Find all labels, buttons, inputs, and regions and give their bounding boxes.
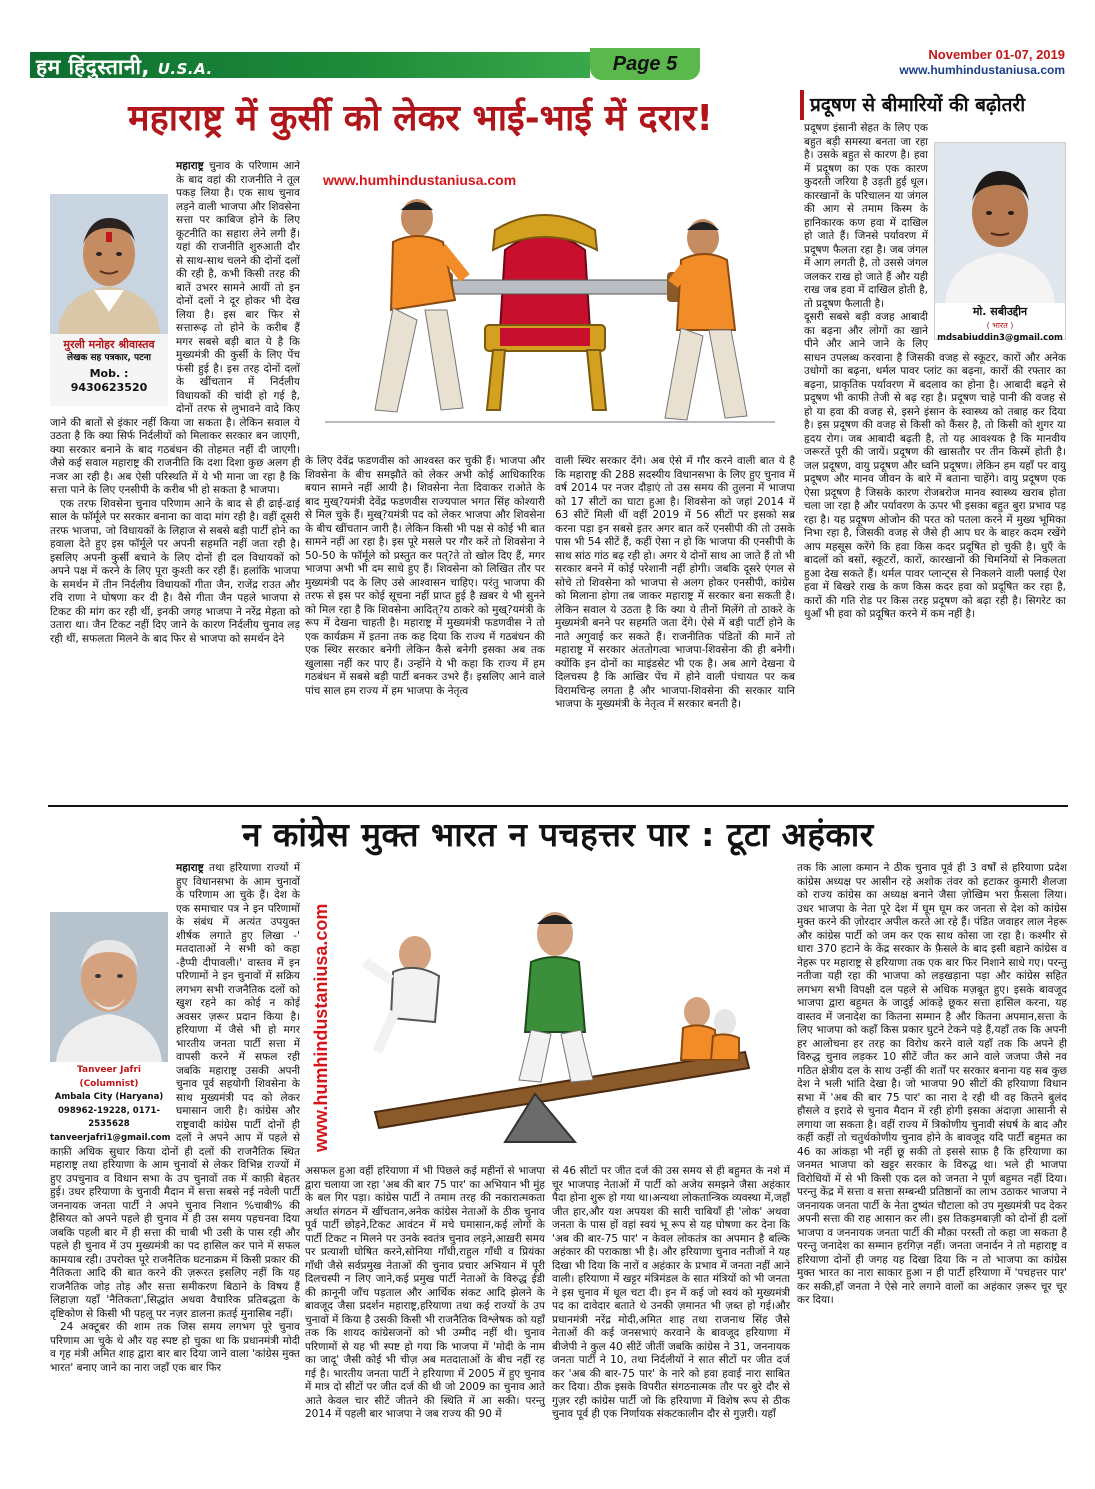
issue-date: November 01-07, 2019 [928,47,1065,62]
article1-column-2: के लिए देवेंद्र फडणवीस को आश्वस्त कर चुकी हैं। भाजपा और शिवसेना के बीच समझौते को लेकर अभी कोई आधिकारिक बयान सामने नहीं आयी है। शिवसेना नेता दिवाकर राओते के बाद मुख्?यमंत्री देवेंद्र फडणवीस राज्यपाल भगत सिंह कोश्यारी से मिल चुके हैं। मुख्?यमंत्री पद को लेकर भाजपा और शिवसेना के बीच खींचतान जारी है। लेकिन किसी भी पक्ष से कोई भी बात सामने नहीं आ रहा है। इस पूरे मसले पर गौर करें तो शिवसेना ने 50-50 के फॉर्मूले को प्रस्तुत कर पत्?ते तो खोल दिए हैं, मगर भाजपा अभी भी दम साधे हुए हैं। शिवसेना को लिखित तौर पर मुख्यमंत्री पद के लिए उसे आश्वासन चाहिए। परंतु भाजपा की तरफ से इस पर कोई सूचना नहीं प्राप्त हुई है ख़बर ये भी सुनने को मिल रहा है कि शिवसेना आदित्?य ठाकरे को मुख्?यमंत्री के रूप में देखना चाहती है। महाराष्ट्र में मुख्यमंत्री फडणवीस ने तो एक कार्यक्रम में इतना तक कह दिया कि राज्य में गठबंधन की एक स्थिर सरकार बनेगी लेकिन कैसे बनेगी इसका अब तक खुलासा नहीं कर पाए हैं। उन्होंने ये भी कहा कि राज्य में हम गठबंधन में सबसे बड़ी पार्टी बनकर उभरे हैं। इसलिए आने वाले पांच साल हम राज्य में हम भाजपा के नेतृत्व [305,455,545,697]
article1-column-1 [50,160,300,800]
cartoon-url: www.humhindustaniusa.com [323,172,517,188]
author-photo [50,912,168,1062]
author-phone: 098962-19228, 0171-2535628 [58,1105,160,1129]
article2-author-box [50,912,171,1143]
author-email: mdsabiuddin3@gmail.com [937,333,1063,343]
paragraph: तथा हरियाणा राज्यों में हुए विधानसभा के आम चुनावों के परिणाम आ चुके हैं। देश के एक समाचार पत्र ने इन परिणामों के संबंध में अत्यंत उपयुक्त शीर्षक लगाते हुए लिखा -' मतदाताओं ने सभी को कहा -हैप्पी दीपावली।' वास्तव में इन परिणामों ने इन चुनावों में सक्रिय लगभग सभी राजनैतिक दलों को खुश रहने का कोई न कोई अवसर ज़रूर प्रदान किया है। हरियाणा में जैसे भी हो मगर भारतीय जनता पार्टी सत्ता में वापसी करने में सफल रही जबकि महाराष्ट्र उसकी अपनी चुनाव पूर्व सहयोगी शिवसेना के साथ मुख्यमंत्री पद को लेकर घमासान जारी है। कांग्रेस और राष्ट्रवादी कांग्रेस पार्टी दोनों ही दलों ने अपने आप में पहले से काफ़ी अधिक सुधार किया दोनों ही दलों की राजनैतिक स्थित महाराष्ट्र तथा हरियाणा के आम चुनावों से लेकर विभिन्न राज्यों में हुए उपचुनाव व विधान सभा के उप चुनावों तक में काफ़ी बेहतर हुई। उधर हरियाणा के चुनावी मैदान में सत्ता सबसे नई नवेली पार्टी जननायक जनता पार्टी ने अपने चुनाव निशान %चाबी% की हैसियत को अपने पहले ही चुनाव में ही उस समय पहचनवा दिया जबकि पहली बार में ही सत्ता की चाबी भी उसी के पास रही और पहले ही चुनाव में उप मुख्यमंत्री का पद हासिल कर पाने में सफल कामयाब रही। उपरोक्त पूरे राजनैतिक घटनाक्रम में किसी प्रकार की नैतिकता आदि की बात करने की ज़रूरत इसलिए नहीं कि यह राजनैतिक जोड़ तोड़ और सत्ता समीकरण बिठाने के विषय हैं लिहाज़ा यहाँ 'नैतिकता',सिद्धांत अथवा वैचारिक प्रतिबद्धता के दृष्टिकोण से किसी भी पहलू पर नज़र डालना क़तई मुनासिब नहीं। [50,862,300,1320]
lead-word: महाराष्ट्र [176,862,204,874]
brand-text: हम हिंदुस्तानी, [36,55,150,79]
side-author-box [934,142,1066,343]
article2-column-3: से 46 सीटों पर जीत दर्ज की उस समय से ही बहुमत के नशे में चूर भाजपाइ नेताओं में पार्टी को अजेय समझने जैसा अहंकार पैदा होना शुरू हो गया था।अन्यथा लोकतान्त्रिक व्यवस्था में,जहाँ जीत हार,और यश अपयश की सारी चाबियाँ ही 'लोक' अथवा जनता के पास हों वहां स्वयं भू रूप से यह घोषणा कर देना कि 'अब की बार-75 पार' न केवल लोकतंत्र का अपमान है बल्कि अहंकार की पराकाष्ठा भी है। और हरियाणा चुनाव नतीजों ने यह दिखा भी दिया कि नारों व अहंकार के प्रभाव में जनता नहीं आने वाली। हरियाणा में खट्टर मंत्रिमंडल के सात मंत्रियों को भी जनता ने इस चुनाव में धूल चटा दी। इन में कई जो स्वयं को मुख्यमंत्री पद का दावेदार बताते थे उनकी ज़मानत भी ज़ब्त हो गई।और प्रधानमंत्री नरेंद्र मोदी,अमित शाह तथा राजनाथ सिंह जैसे नेताओं की कई जनसभाएं करवाने के बावजूद हरियाणा में बीजेपी ने कुल 40 सीटें जीतीं जबकि कांग्रेस ने 31, जननायक जनता पार्टी ने 10, तथा निर्दलीयों ने सात सीटों पर जीत दर्ज कर 'अब की बार-75 पार' के नारे को हवा हवाई नारा साबित कर दिया। ठीक इसके विपरीत संगठनात्मक तौर पर बुरे दौर से गुज़र रही कांग्रेस पार्टी जो कि हरियाणा में विशेष रूप से ठीक चुनाव पूर्व ही एक निर्णायक संकटकालीन दौर से गुज़री। यहाँ [552,1165,790,1420]
side-article [800,84,1070,800]
author-photo [50,194,168,334]
page-number: Page 5 [590,48,700,80]
paragraph: 24 अक्टूबर की शाम तक जिस समय लगभग पूरे चुनाव परिणाम आ चुके थे और यह स्पष्ट हो चुका था कि प्रधानमंत्री मोदी व गृह मंत्री अमित शाह द्वारा बार बार दिया जाने वाला 'कांग्रेस मुक्त भारत' बनाए जाने का नारा जहाँ एक बार फिर [50,1321,300,1374]
paragraph: एक तरफ शिवसेना चुनाव परिणाम आने के बाद से ही ढाई-ढाई साल के फॉर्मूले पर सरकार बनाना का वादा मांग रही है। वहीं दूसरी तरफ भाजपा, जो विधायकों के लिहाज से सबसे बड़ी पार्टी होने का हवाला देते हुए इस फॉर्मूले पर अपनी सहमति नहीं जता रही है। इसलिए अपनी कुर्सी बचाने के लिए दोनों ही दल विधायकों को अपने पक्ष में करने के लिए पूरा कुश्ती कर रही हैं। हलांकि भाजपा के समर्थन में तीन निर्दलीय विधायकों गीता जैन, राजेंद्र राउत और रवि राणा ने घोषणा कर दी है। वैसे गीता जैन पहले भाजपा से टिकट की मांग कर रही थीं, इनकी जगह भाजपा ने नरेंद्र मेहता को उतारा था। जैन टिकट नहीं दिए जाने के कारण निर्दलीय चुनाव लड़ रही थीं, सफलता मिलने के बाद फिर से भाजपा को समर्थन देने [50,497,300,645]
author-name: मो. सबीउद्दीन [972,305,1028,318]
article1-headline: महाराष्ट्र में कुर्सी को लेकर भाई-भाई में दरार! [128,98,713,139]
lead-word: महाराष्ट्र [176,160,204,172]
author-mobile: Mob. : 9430623520 [70,367,148,394]
side-article-headline: प्रदूषण से बीमारियों की बढ़ोतरी [800,90,1070,120]
article2-column-2: असफल हुआ वहीं हरियाणा में भी पिछले कई महीनों से भाजपा द्वारा चलाया जा रहा 'अब की बार 75 पार' का अभियान भी मुंह के बल गिर पड़ा। कांग्रेस पार्टी ने तमाम तरह की नकारात्मकता अर्थात संगठन में खींचतान,अनेक कांग्रेस नेताओं के ठीक चुनाव पूर्व पार्टी छोड़ने,टिकट आवंटन में मचे घमासान,कई लोगों के पार्टी टिकट न मिलने पर उनके स्वतंत्र चुनाव लड़ने,आख़री समय पर प्रत्याशी घोषित करने,सोनिया गाँधी,राहुल गाँधी व प्रियंका गाँधी जैसे सर्वप्रमुख नेताओं की चुनाव प्रचार अभियान में पूरी दिलचस्पी न लिए जाने,कई प्रमुख पार्टी नेताओं के विरुद्ध ईडी की क़ानूनी जाँच पड़ताल और आर्थिक संकट आदि झेलने के बावजूद जैसा प्रदर्शन महाराष्ट्र,हरियाणा तथा कई राज्यों के उप चुनावों में किया है उसकी किसी भी राजनैतिक विश्लेषक को यहाँ तक कि शायद कांग्रेसजनों को भी उम्मीद नहीं थी। चुनाव परिणामों से यह भी स्पष्ट हो गया कि भाजपा में 'मोदी के नाम का जादू' जैसी कोई भी चीज़ अब मतदाताओं के बीच नहीं रह गई है। भारतीय जनता पार्टी ने हरियाणा में 2005 में हुए चुनाव में मात्र दो सीटों पर जीत दर्ज की थी जो 2009 का चुनाव आते आते केवल चार सीटें जीतने की स्थिति में आ सकी। परन्तु 2014 में पहली बार भाजपा ने जब राज्य की 90 में [305,1165,545,1420]
section-divider [48,805,1068,807]
cartoon-chair-saw [305,160,795,450]
paragraph: दूसरी सबसे बड़ी वजह आबादी का बढ़ना और लोगों का खाने पीने और आने जाने के लिए साधन उपलब्ध करवाना है जिसकी वजह से स्कूटर, कारों और अनेक उधोगों का बढ़ना, थर्मल पावर प्लांट का बढ़ना, कारों की रफ्तार का बढ़ना, प्राकृतिक पर्यावरण में बदलाव का होना है। आबादी बढ़ने से प्रदूषण भी काफी तेजी से बढ़ रहा है। प्रदूषण चाहे पानी की वजह से हो या हवा की वजह से, इसने इंसान के स्वास्थ्य को तबाह कर दिया है। इस प्रदूषण की वजह से किसी को कैंसर है, तो किसी को शुगर या हृदय रोग। जब आबादी बढ़ती है, तो यह आवश्यक है कि मानवीय जरूरतें पूरी की जायें। प्रदूषण की खासतौर पर तीन किस्में होती है। जल प्रदूषण, वायु प्रदूषण और ध्वनि प्रदूषण। लेकिन हम यहाँ पर वायु प्रदूषण और मानव जीवन के बारे में बताना चाहेंगे। वायु प्रदूषण एक ऐसा प्रदूषण है जिसके कारण रोजबरोज मानव स्वास्थ्य खराब होता चला जा रहा है और पर्यावरण के ऊपर भी इसका बहुत बुरा प्रभाव पड़ रहा है। यह प्रदूषण ओजोन की परत को पतला करने में मुख्य भूमिका निभा रहा है, जिसकी वजह से जैसे ही आप घर के बाहर कदम रखेंगे आप महसूस करेंगे कि हवा किस कदर प्रदूषित हो चुकी है। धुएँ के बादलों को बसों, स्कूटरों, कारों, कारखानों की चिमनियों से निकलता हुआ देख सकते हैं। थर्मल पावर प्लान्ट्स से निकलने वाली फ्लाई ऐश हवा में बिखरे राख के कण किस कदर हवा को प्रदूषित कर रहा है, कारों की गति रोड पर किस तरह प्रदूषण को बढ़ा रही है। सिगरेट का धुआँ भी हवा को प्रदूषित करने में कम नहीं है। [804,311,1066,620]
author-name: Tanveer Jafri (Columnist) [77,1065,141,1089]
author-email: tanveerjafri1@gmail.com [50,1132,171,1143]
article2-column-4: तक कि आला कमान ने ठीक चुनाव पूर्व ही 3 वर्षों से हरियाणा प्रदेश कांग्रेस अध्यक्ष पर आसीन रहे अशोक तंवर को हटाकर कुमारी शैलजा को राज्य कांग्रेस का अध्यक्ष बनाने जैसा ज़ोखिम भरा फ़ैसला लिया। उधर भाजपा के नेता पूरे देश में घूम घूम कर जनता से देश को कांग्रेस मुक्त करने की ज़ोरदार अपील करते आ रहे हैं। पंडित जवाहर लाल नेहरू और कांग्रेस पार्टी को जम कर एक साथ कोसा जा रहा है। कश्मीर से धारा 370 हटाने के केंद्र सरकार के फ़ैसले के बाद इसी बहाने कांग्रेस व नेहरू पर महाराष्ट्र से हरियाणा तक एक बार फिर निशाने साधे गए। परन्तु नतीजा यही रहा की भाजपा को लड़खड़ाना पड़ा और कांग्रेस सहित लगभग सभी विपक्षी दल पहले से अधिक मज़बूत हुए। इसके बावजूद भाजपा द्वारा बहुमत के जादुई आंकड़े छूकर सत्ता हासिल करना, यह वास्तव में जनादेश का कितना सम्मान है और कितना अपमान,सत्ता के लिए भाजपा को कहाँ किस प्रकार घुटने टेकने पड़े हैं,यहाँ तक कि अपनी हर आलोचना हर तरह का विरोध करने वाले यहाँ तक कि अपने ही विरुद्ध चुनाव लड़कर 10 सीटें जीत कर आने वाले जजपा जैसे नव गठित क्षेत्रीय दल के साथ उन्हीं की शर्तों पर सरकार बनाना यह सब कुछ देश ने भली भांति देखा है। जो भाजपा 90 सीटों की हरियाणा विधान सभा में 'अब की बार 75 पार' का नारा दे रही थी वह कितने बुलंद हौसले व इरादे से चुनाव मैदान में रही होगी इसका अंदाज़ा आसानी से लगाया जा सकता है। वहीं राज्य में त्रिकोणीय चुनावी संघर्ष के बाद और कहीं कहीं तो चतुर्थकोणीय चुनाव होने के बावजूद यदि पार्टी बहुमत का 46 का आंकड़ा भी नहीं छू सकी तो इससे साफ़ है कि हरियाणा का जनमत भाजपा को खट्टर सरकार के विरुद्ध था। भले ही भाजपा विरोधियों में से भी किसी एक दल को जनता ने पूर्ण बहुमत नहीं दिया। परन्तु केंद्र में सत्ता व सत्ता सम्बन्धी प्रतिष्ठानों का लाभ उठाकर भाजपा ने जननायक जनता पार्टी के नेता दुष्यंत चौटाला को उप मुख्यमंत्री पद देकर अपनी सत्ता की राह आसान कर ली। इस तिकड़मबाज़ी को दोनों ही दलों भाजपा व जननायक जनता पार्टी की मौक़ा परस्ती तो कहा जा सकता है परन्तु जनादेश का सम्मान हरगिज़ नहीं। जनता जनार्दन ने तो महाराष्ट्र व हरियाणा दोनों ही जगह यह दिखा दिया कि न तो भाजपा का कांग्रेस मुक्त भारत का नारा साकार हुआ न ही पार्टी हरियाणा में 'पचहत्तर पार' कर सकी,हाँ जनता ने ऐसे नारे लगाने वालों का अहंकार ज़रूर चूर चूर कर दिया। [797,862,1067,1306]
article2-headline: न कांग्रेस मुक्त भारत न पचहत्तर पार : टूटा अहंकार [242,815,874,854]
author-role: लेखक सह पत्रकार, पटना [66,352,152,363]
author-name: मुरली मनोहर श्रीवास्तव [63,338,155,351]
cartoon-url: www.humhindustaniusa.com [311,903,331,1152]
paragraph: प्रदूषण इंसानी सेहत के लिए एक बहुत बड़ी समस्या बनता जा रहा है। उसके बहुत से कारण है। हवा में प्रदूषण का एक एक कारण कुदरती जरिया है उड़ती हुई धूल। कारखानों के परिचालन या जंगल की आग से तमाम किस्म के हानिकारक कण हवा में दाखिल हो जाते हैं। जिनसे पर्यावरण में प्रदूषण फैलता रहा है। जब जंगल में आग लगती है, तो उससे जंगल जलकर राख हो जाते हैं और यही राख जब हवा में दाखिल होती है, तो प्रदूषण फैलाती है। [804,122,928,310]
author-country: ( भारत ) [986,320,1014,330]
brand-name [36,53,213,81]
masthead [30,44,1065,80]
brand-bar [30,52,590,78]
author-photo [935,143,1065,303]
article1-column-3: वाली स्थिर सरकार देंगे। अब ऐसे में गौर करने वाली बात ये है कि महाराष्ट्र की 288 सदस्यीय विधानसभा के लिए हुए चुनाव में वर्ष 2014 पर नजर दौड़ाएं तो उस समय की तुलना में भाजपा को 17 सीटों का घाटा हुआ है। शिवसेना को जहां 2014 में 63 सीटें मिली थीं वहीं 2019 में 56 सीटों पर इसको सब्र करना पड़ा इन सबसे इतर अगर बात करें एनसीपी की तो उसके पास भी 54 सीटें हैं, कहीं ऐसा न हो कि भाजपा की एनसीपी के साथ सांठ गांठ बढ़ रही हो। अगर ये दोनों साथ आ जाते हैं तो भी सरकार बनने में कोई परेशानी नहीं होगी। जबकि दूसरे एंगल से सोचे तो शिवसेना को भाजपा से अलग होकर एनसीपी, कांग्रेस को मिलाना होगा तब जाकर महाराष्ट्र में सरकार बना सकती है। लेकिन सवाल ये उठता है कि क्या ये तीनों मिलेंगे तो ठाकरे के मुख्यमंत्री बनने पर सहमति जता देंगे। ऐसे में बड़ी पार्टी होने के नाते अगुवाई कर सकते हैं। राजनीतिक पंडितों की मानें तो महाराष्ट्र में सरकार अंततोगत्वा भाजपा-शिवसेना की ही बनेगी। क्योंकि इन दोनों का माइंडसेट भी एक है। अब आगे देखना ये दिलचस्प है कि आखिर पेंच में होने वाली पंचायत पर कब विरामचिन्ह लगता है और भाजपा-शिवसेना की सरकार यानि भाजपा के मुख्यमंत्री के नेतृत्व में सरकार बनती है। [555,455,795,710]
brand-usa: U.S.A. [157,60,213,78]
article2-column-1 [50,862,300,1460]
paragraph: चुनाव के परिणाम आने के बाद वहां की राजनीति ने तूल पकड़ लिया है। एक साथ चुनाव लड़ने वाली भाजपा और शिवसेना सत्ता पर काबिज होने के लिए कूटनीति का सहारा लेने लगी हैं। यहां की राजनीति शुरुआती दौर से साथ-साथ चलने की दोनों दलों की रही है, कभी किसी तरह की बातें उभरर सामने आयीं तो इन दोनों दलों ने दूर होकर भी देख लिया है। इस बार फिर से सत्तारूढ़ तो होने के करीब हैं मगर सबसे बड़ी बात ये है कि मुख्यमंत्री की कुर्सी के लिए पेंच फंसी हुई है। इस तरह दोनों दलों के खींचतान में निर्दलीय विधायकों की चांदी हो गई है, दोनों तरफ से लुभावने वादे किए जाने की बातों से इंकार नहीं किया जा सकता है। लेकिन सवाल ये उठता है कि क्या सिर्फ निर्दलीयों को मिलाकर सरकार बन जाएगी, क्या सरकार बनाने के बाद गठबंधन की तोहमत नहीं दी जाएगी। जैसे कई सवाल महाराष्ट्र की राजनीति कि दशा दिशा कुछ अलग ही नजर आ रही है। अब ऐसी परिस्थति में ये भी माना जा रहा है कि सत्ता पाने के लिए एनसीपी के करीब भी हो सकता है भाजपा। [50,160,300,496]
side-article-body [804,122,1066,794]
article1-author-box [50,194,168,406]
site-url: www.humhindustaniusa.com [899,63,1065,77]
author-city: Ambala City (Haryana) [54,1092,164,1102]
cartoon-seesaw [305,862,790,1160]
